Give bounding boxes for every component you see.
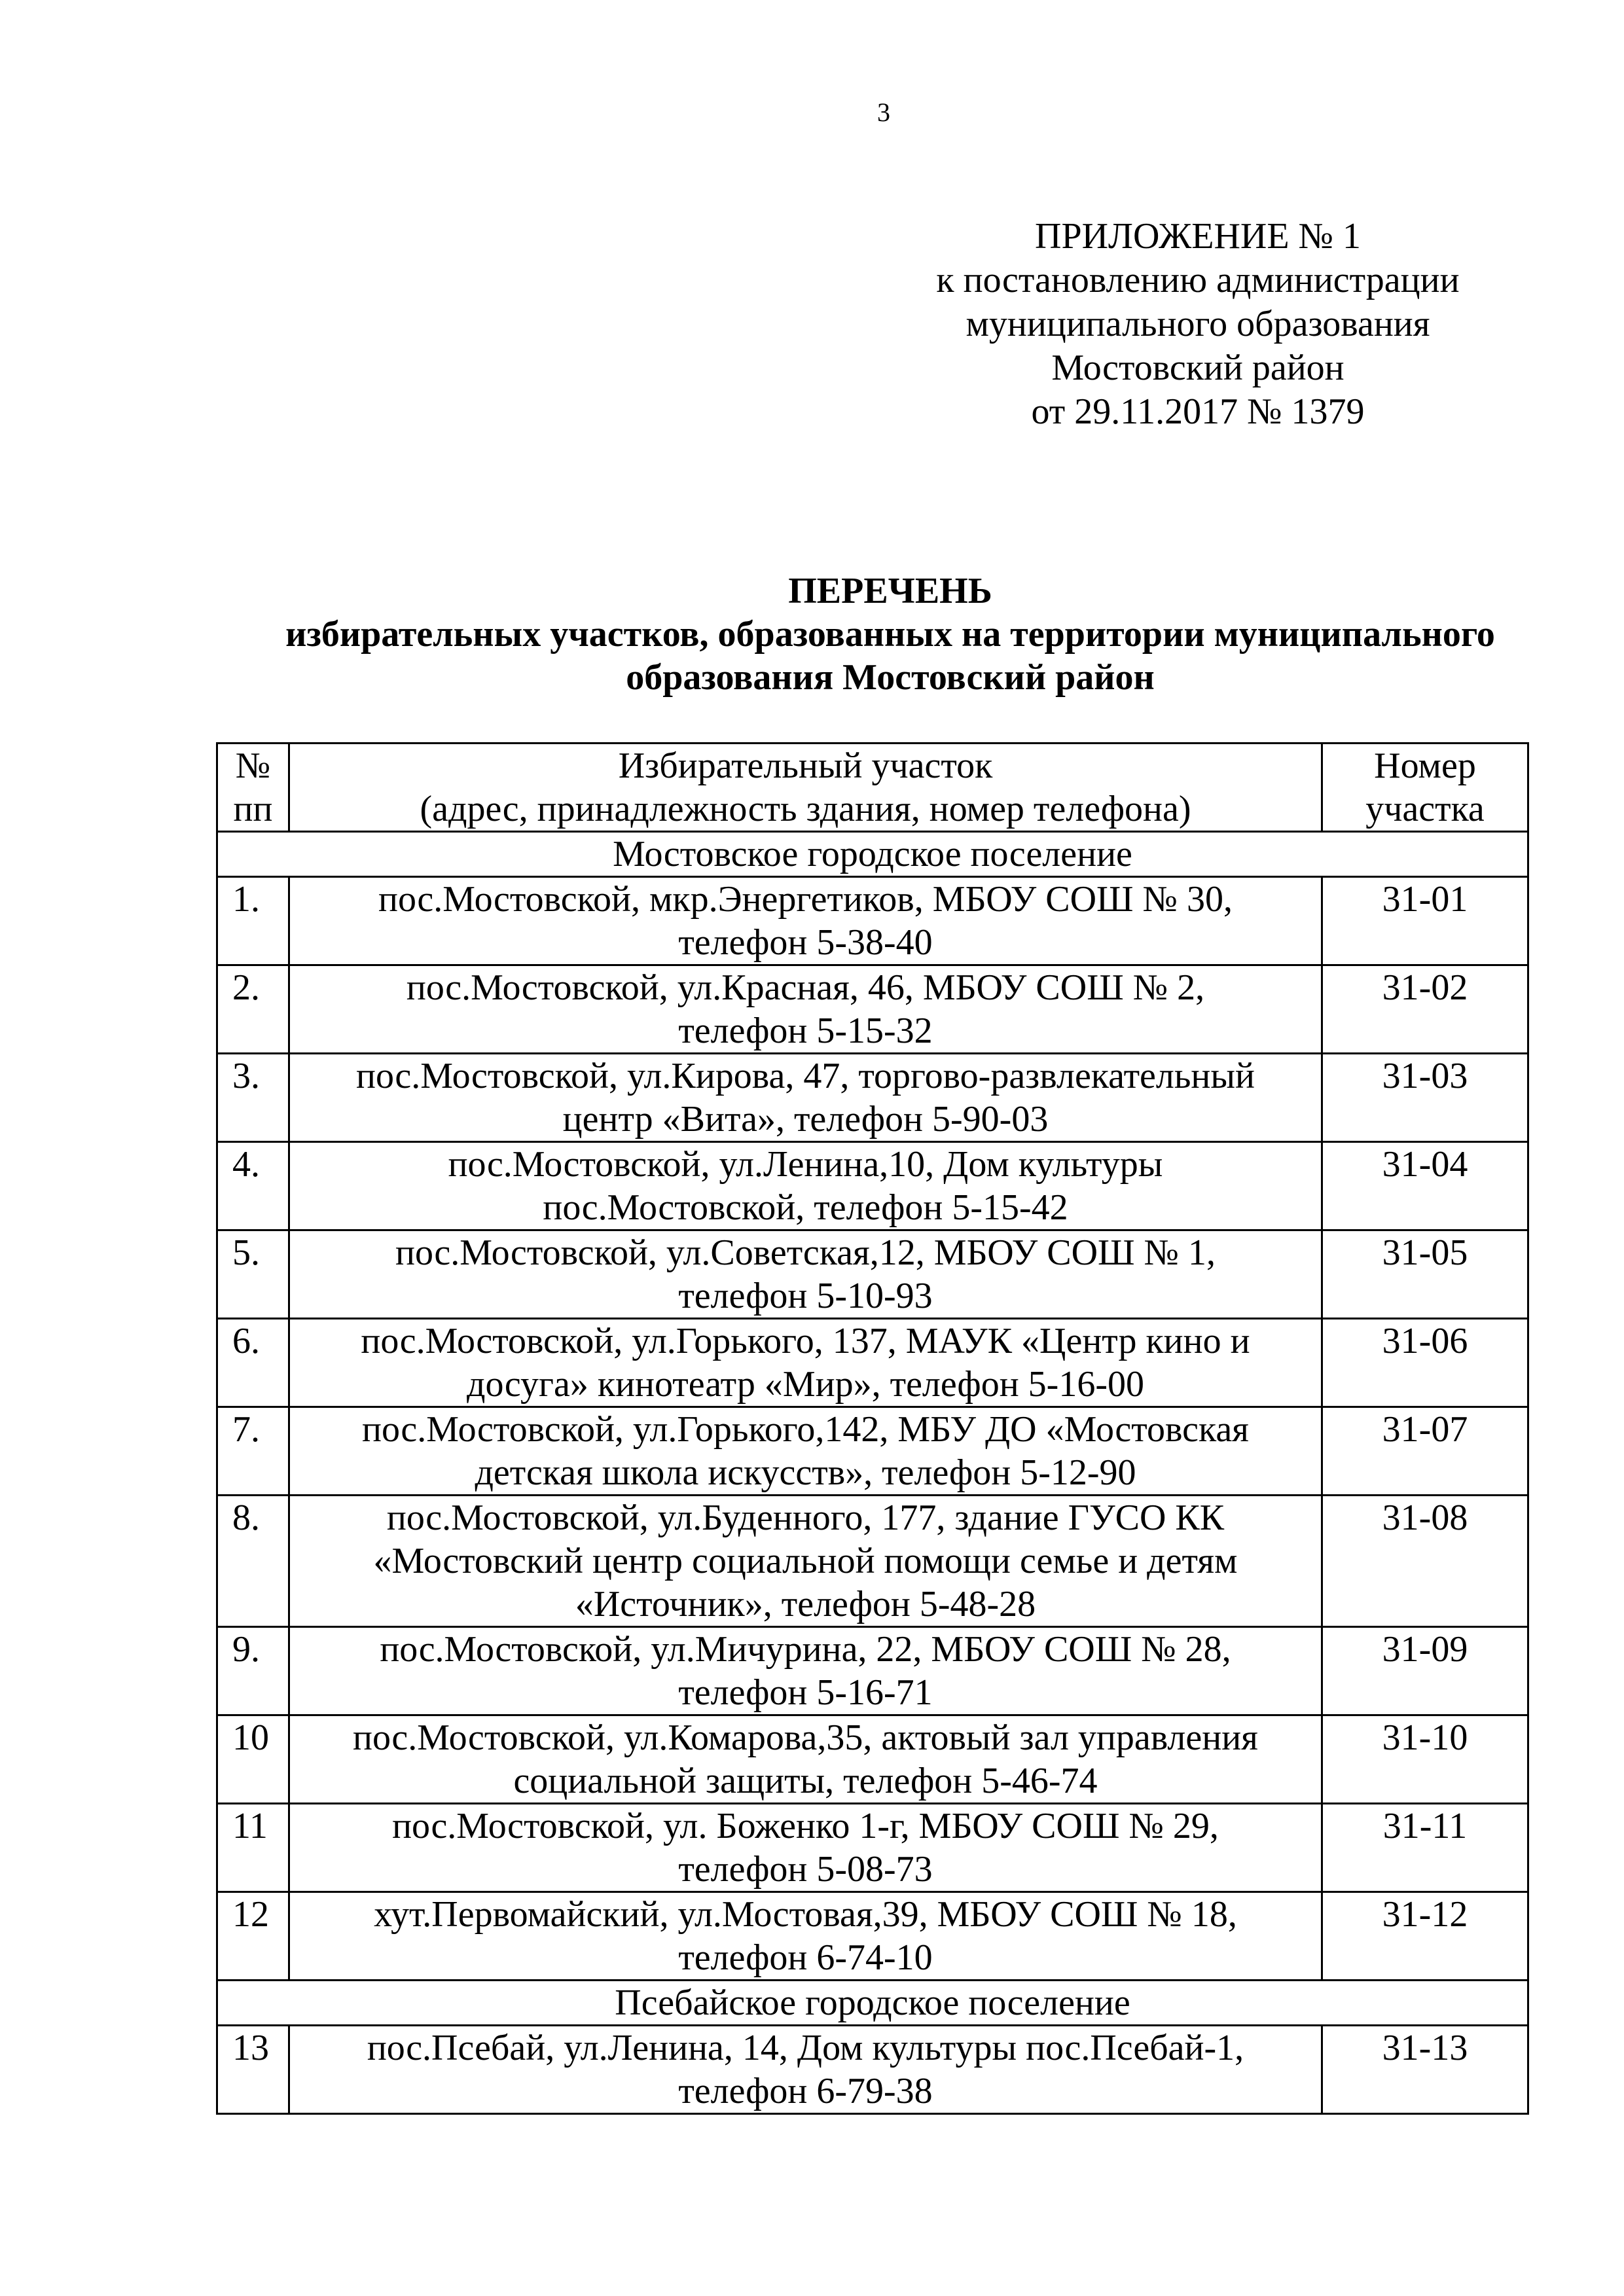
station-address-line: досуга» кинотеатр «Мир», телефон 5-16-00 bbox=[467, 1364, 1144, 1405]
station-code: 31-09 bbox=[1322, 1627, 1528, 1715]
table-row bbox=[217, 877, 1528, 965]
station-address-line: пос.Мостовской, ул.Горького,142, МБУ ДО «Мостовская bbox=[362, 1409, 1249, 1450]
header-code bbox=[1322, 744, 1528, 832]
header-text: (адрес, принадлежность здания, номер телефона) bbox=[420, 789, 1191, 829]
station-code: 31-10 bbox=[1322, 1715, 1528, 1804]
station-code: 31-03 bbox=[1322, 1054, 1528, 1142]
station-address bbox=[289, 1319, 1322, 1407]
appendix-line: Мостовский район bbox=[1051, 348, 1344, 388]
station-address-line: пос.Мостовской, ул.Ленина,10, Дом культуры bbox=[448, 1144, 1163, 1185]
row-number: 13 bbox=[217, 2026, 289, 2114]
table-header-row bbox=[217, 744, 1528, 832]
station-address-line: пос.Мостовской, ул.Буденного, 177, здание ГУСО КК bbox=[386, 1498, 1225, 1538]
station-code: 31-06 bbox=[1322, 1319, 1528, 1407]
table-row bbox=[217, 965, 1528, 1054]
station-address-line: социальной защиты, телефон 5-46-74 bbox=[513, 1761, 1098, 1801]
appendix-header bbox=[903, 215, 1492, 434]
document-title bbox=[216, 569, 1564, 699]
table-row bbox=[217, 1627, 1528, 1715]
station-address-line: пос.Мостовской, ул.Мичурина, 22, МБОУ СОШ № 28, bbox=[380, 1629, 1231, 1670]
station-code: 31-11 bbox=[1322, 1804, 1528, 1892]
title-line: образования Мостовский район bbox=[626, 657, 1155, 698]
station-address bbox=[289, 1054, 1322, 1142]
header-text: пп bbox=[233, 789, 273, 829]
station-address-line: пос.Мостовской, ул. Боженко 1-г, МБОУ СОШ № 29, bbox=[392, 1806, 1219, 1846]
appendix-line: к постановлению администрации bbox=[936, 260, 1460, 300]
header-text: Избирательный участок bbox=[618, 745, 993, 786]
row-number: 1. bbox=[217, 877, 289, 965]
station-code: 31-13 bbox=[1322, 2026, 1528, 2114]
station-address-line: телефон 5-08-73 bbox=[678, 1849, 933, 1890]
station-code: 31-07 bbox=[1322, 1407, 1528, 1496]
station-code: 31-08 bbox=[1322, 1496, 1528, 1627]
station-code: 31-12 bbox=[1322, 1892, 1528, 1981]
appendix-line: ПРИЛОЖЕНИЕ № 1 bbox=[1035, 216, 1361, 257]
station-address bbox=[289, 1142, 1322, 1230]
table-row bbox=[217, 1496, 1528, 1627]
station-address-line: телефон 6-74-10 bbox=[678, 1937, 933, 1978]
header-num bbox=[217, 744, 289, 832]
row-number: 4. bbox=[217, 1142, 289, 1230]
title-line: ПЕРЕЧЕНЬ bbox=[788, 571, 992, 611]
station-code: 31-04 bbox=[1322, 1142, 1528, 1230]
row-number: 9. bbox=[217, 1627, 289, 1715]
table-row bbox=[217, 1892, 1528, 1981]
station-address-line: телефон 5-15-32 bbox=[678, 1011, 933, 1051]
station-address-line: центр «Вита», телефон 5-90-03 bbox=[562, 1099, 1049, 1139]
page-number: 3 bbox=[877, 98, 890, 127]
station-address bbox=[289, 1715, 1322, 1804]
table-row bbox=[217, 1715, 1528, 1804]
station-address-line: хут.Первомайский, ул.Мостовая,39, МБОУ СОШ № 18, bbox=[374, 1894, 1237, 1935]
station-address bbox=[289, 1627, 1322, 1715]
station-code: 31-01 bbox=[1322, 877, 1528, 965]
row-number: 11 bbox=[217, 1804, 289, 1892]
station-address-line: пос.Мостовской, ул.Советская,12, МБОУ СОШ № 1, bbox=[395, 1232, 1216, 1273]
table-row bbox=[217, 1407, 1528, 1496]
header-station bbox=[289, 744, 1322, 832]
station-address-line: «Источник», телефон 5-48-28 bbox=[575, 1584, 1036, 1624]
row-number: 5. bbox=[217, 1230, 289, 1319]
station-address-line: «Мостовский центр социальной помощи семье и детям bbox=[373, 1541, 1238, 1581]
station-address bbox=[289, 1804, 1322, 1892]
station-address-line: телефон 6-79-38 bbox=[678, 2071, 933, 2111]
row-number: 12 bbox=[217, 1892, 289, 1981]
section-title: Мостовское городское поселение bbox=[217, 832, 1528, 877]
station-address bbox=[289, 1230, 1322, 1319]
station-address-line: детская школа искусств», телефон 5-12-90 bbox=[475, 1452, 1136, 1493]
row-number: 10 bbox=[217, 1715, 289, 1804]
table-row bbox=[217, 1804, 1528, 1892]
section-title: Псебайское городское поселение bbox=[217, 1981, 1528, 2026]
header-text: участка bbox=[1365, 789, 1485, 829]
station-address bbox=[289, 1407, 1322, 1496]
station-address-line: пос.Мостовской, телефон 5-15-42 bbox=[543, 1187, 1068, 1228]
appendix-line: от 29.11.2017 № 1379 bbox=[1031, 391, 1365, 432]
table-row bbox=[217, 1230, 1528, 1319]
station-address-line: пос.Мостовской, мкр.Энергетиков, МБОУ СОШ № 30, bbox=[378, 879, 1233, 920]
station-address bbox=[289, 877, 1322, 965]
table-row bbox=[217, 1319, 1528, 1407]
station-address bbox=[289, 2026, 1322, 2114]
station-address-line: пос.Мостовской, ул.Комарова,35, актовый зал управления bbox=[353, 1717, 1258, 1758]
station-address bbox=[289, 1496, 1322, 1627]
row-number: 8. bbox=[217, 1496, 289, 1627]
station-code: 31-02 bbox=[1322, 965, 1528, 1054]
polling-stations-table bbox=[216, 742, 1529, 2115]
station-address-line: пос.Мостовской, ул.Красная, 46, МБОУ СОШ № 2, bbox=[406, 967, 1205, 1008]
title-line: избирательных участков, образованных на территории муниципального bbox=[285, 614, 1495, 655]
section-row bbox=[217, 1981, 1528, 2026]
station-address bbox=[289, 1892, 1322, 1981]
station-address-line: пос.Мостовской, ул.Горького, 137, МАУК «Центр кино и bbox=[361, 1321, 1250, 1361]
appendix-line: муниципального образования bbox=[965, 304, 1430, 344]
station-code: 31-05 bbox=[1322, 1230, 1528, 1319]
row-number: 6. bbox=[217, 1319, 289, 1407]
row-number: 7. bbox=[217, 1407, 289, 1496]
table-row bbox=[217, 1054, 1528, 1142]
section-row bbox=[217, 832, 1528, 877]
row-number: 3. bbox=[217, 1054, 289, 1142]
table-row bbox=[217, 2026, 1528, 2114]
station-address bbox=[289, 965, 1322, 1054]
station-address-line: телефон 5-16-71 bbox=[678, 1672, 933, 1713]
table-row bbox=[217, 1142, 1528, 1230]
header-text: Номер bbox=[1374, 745, 1476, 786]
header-text: № bbox=[235, 745, 271, 786]
station-address-line: пос.Мостовской, ул.Кирова, 47, торгово-развлекательный bbox=[356, 1056, 1255, 1096]
station-address-line: телефон 5-38-40 bbox=[678, 922, 933, 963]
row-number: 2. bbox=[217, 965, 289, 1054]
station-address-line: телефон 5-10-93 bbox=[678, 1276, 933, 1316]
station-address-line: пос.Псебай, ул.Ленина, 14, Дом культуры пос.Псебай-1, bbox=[367, 2028, 1244, 2068]
